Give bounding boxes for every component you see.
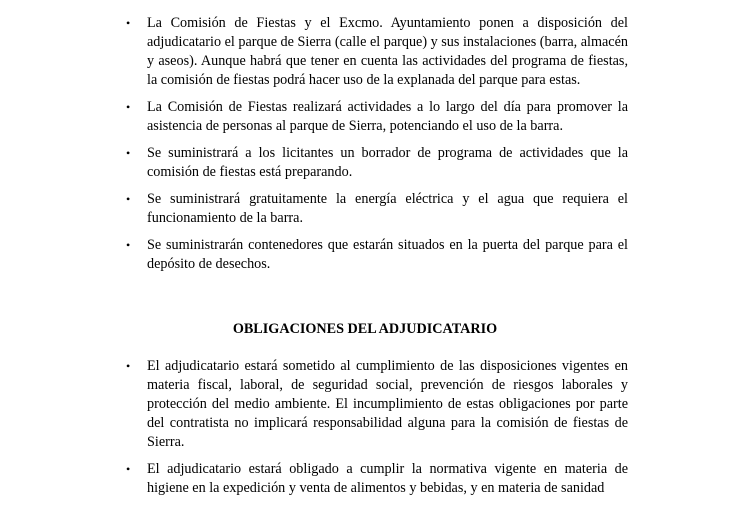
list-item-text: La Comisión de Fiestas y el Excmo. Ayuntamiento ponen a disposición del adjudicatario el parque de Sierra (calle el parque) y sus instalaciones (barra, almacén y aseos). Aunque habrá que tener en cuenta las actividades del programa de fiestas, la comisión de fiestas podrá hacer uso de la explanada del parque para estas. (147, 15, 628, 88)
bullet-icon: • (126, 192, 131, 206)
bullet-icon: • (126, 100, 131, 114)
section-heading: OBLIGACIONES DEL ADJUDICATARIO (232, 321, 498, 337)
list-item-text: El adjudicatario estará obligado a cumplir la normativa vigente en materia de higiene en la expedición y venta de alimentos y bebidas, y en materia de sanidad (147, 461, 628, 496)
list-item (126, 357, 628, 452)
list-item (126, 236, 628, 274)
bullet-icon: • (126, 359, 131, 373)
provisions-list (126, 14, 628, 282)
bullet-icon: • (126, 238, 131, 252)
bullet-icon: • (126, 146, 131, 160)
list-item (126, 14, 628, 90)
list-item (126, 98, 628, 136)
list-item (126, 190, 628, 228)
bullet-icon: • (126, 16, 131, 30)
list-item (126, 144, 628, 182)
list-item-text: La Comisión de Fiestas realizará actividades a lo largo del día para promover la asistencia de personas al parque de Sierra, potenciando el uso de la barra. (147, 99, 628, 134)
list-item-text: El adjudicatario estará sometido al cumplimiento de las disposiciones vigentes en materia fiscal, laboral, de seguridad social, prevención de riesgos laborales y protección del medio ambiente. El incumplimiento de estas obligaciones por parte del contratista no implicará responsabilidad alguna para la comisión de fiestas de Sierra. (147, 358, 628, 450)
list-item (126, 460, 628, 498)
list-item-text: Se suministrará a los licitantes un borrador de programa de actividades que la comisión de fiestas está preparando. (147, 145, 628, 180)
list-item-text: Se suministrará gratuitamente la energía eléctrica y el agua que requiera el funcionamiento de la barra. (147, 191, 628, 226)
bullet-icon: • (126, 462, 131, 476)
obligations-list (126, 357, 628, 506)
list-item-text: Se suministrarán contenedores que estarán situados en la puerta del parque para el depósito de desechos. (147, 237, 628, 272)
